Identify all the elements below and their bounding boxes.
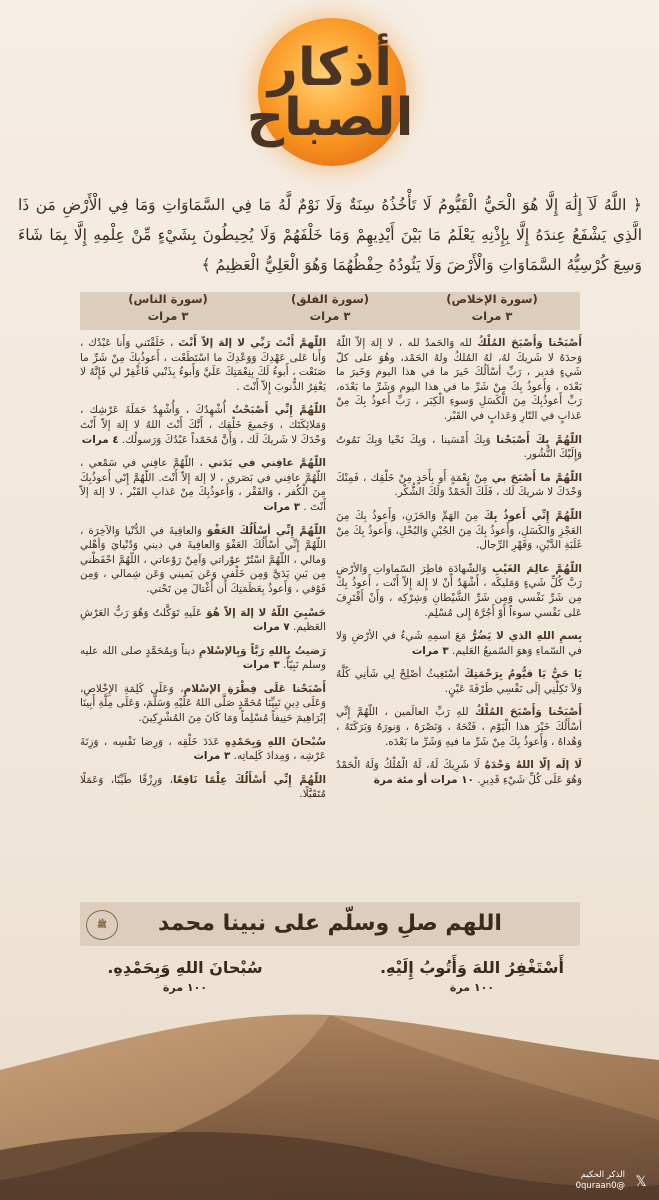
- dua-count: ٣ مرات: [263, 500, 301, 513]
- dua-item: [336, 629, 582, 658]
- dua-lead: اللّهُمَّ عالِمَ الغَيْبِ: [492, 562, 582, 575]
- dua-lead: اللّهُمَّ إِنِّي أَصْبَحْتُ: [231, 404, 326, 417]
- salawat-seal-icon: ﷺ: [86, 910, 118, 940]
- istighfar-zikr: [352, 958, 592, 994]
- dua-item: [336, 433, 582, 462]
- dua-lead: اللّهُمَّ عافِني في بَدَني: [208, 457, 326, 470]
- dua-count: ٤ مرات: [81, 433, 119, 446]
- dua-text: عَدَدَ خَلْقِه ، وَرِضا نَفْسِه ، وَزِنَةَ عَرْشِه ، وَمِدادَ كَلِماتِه.: [80, 735, 326, 763]
- tasbih-count: ١٠٠ مرة: [162, 981, 208, 994]
- dua-lead: أَصْبَحْنا وَأَصْبَحَ المُلْكُ: [474, 706, 582, 719]
- surah-falaq: [250, 292, 410, 323]
- dua-lead: اللّهُمَّ بِكَ أَصْبَحْنا: [496, 433, 582, 446]
- dua-lead: أَصْبَحْنا عَلَى فِطْرَةِ الإسْلامِ: [183, 682, 326, 695]
- dua-lead: سُبْحانَ اللهِ وَبِحَمْدِهِ: [224, 735, 326, 748]
- salat-text: اللهم صلِ وسلّم على نبينا محمد: [158, 911, 502, 936]
- dua-text: ، خَلَقْتَني وَأَنا عَبْدُك ، وَأَنا عَلى عَهْدِكَ وَوَعْدِكَ ما اسْتَطَعْت ، أَعوذُبِكَ مِنْ شَرِّ ما صَنَعْت ، أَبوءُ لَكَ بِنِعْمَتِكَ عَلَيَّ وَأَبوءُ بِذَنْبي فَاغْفِرْ لي فَإِنَّهُ لا يَغْفِرُ الذُّنوبَ إِلاّ أَنْتَ .: [80, 337, 326, 393]
- surah-falaq-name: (سورة الفلق): [290, 292, 370, 306]
- dua-lead: اللّهمَّ أَنْتَ رَبِّي لا إلهَ إلاّ أَنْتَ: [178, 337, 327, 349]
- ayat-al-kursi: ﴿ اللَّهُ لَآ إِلَٰهَ إِلَّا هُوَ الْحَيُّ الْقَيُّومُ لَا تَأْخُذُهُ سِنَةٌ وَلَا نَوْمٌ لَّهُ مَا فِي السَّمَاوَاتِ وَمَا فِي الْأَرْضِ مَن ذَا الَّذِي يَشْفَعُ عِندَهُ إِلَّا بِإِذْنِهِ يَعْلَمُ مَا بَيْنَ أَيْدِيهِمْ وَمَا خَلْفَهُمْ وَلَا يُحِيطُونَ بِشَيْءٍ مِّنْ عِلْمِهِ إِلَّا بِمَا شَاءَ وَسِعَ كُرْسِيُّهُ السَّمَاوَاتِ وَالْأَرْضَ وَلَا يَئُودُهُ حِفْظُهُمَا وَهُوَ الْعَلِيُّ الْعَظِيمُ ﴾: [18, 196, 642, 274]
- dua-text: مِنْ نِعْمَةٍ أَو بِأَحَدٍ مِنْ خَلْقِك ، فَمِنْكَ وَحْدَكَ لا شريكَ لَك ، فَلَكَ الْحَمْدُ وَلَكَ الشُّكْر.: [336, 471, 582, 499]
- surah-ikhlas-count: ٣ مرات: [471, 309, 513, 323]
- surah-nas: [88, 292, 248, 323]
- x-logo-icon: 𝕏: [635, 1174, 647, 1190]
- tasbih-text: سُبْحانَ اللهِ وَبِحَمْدِهِ.: [107, 958, 263, 977]
- left-column: [80, 336, 326, 811]
- dua-lead: اللّهُمَّ إِنِّي أَعوذُ بِكَ: [483, 509, 582, 522]
- dua-text: وَالعافِيةَ في الدُّنْيا وَالآخِرَة ، اللّهُمَّ إِنِّي أسْأَلُكَ العَفْوَ وَالعافِيةَ في ديني وَدُنْيايَ وَأهْلي وَمالي ، اللّهُمَّ اسْتُرْ عوْراتي وَآمِنْ رَوْعاتي ، اللّهُمَّ احْفَظْني مِن بَينِ يَدَيَّ وَمِن خَلْفي وَعَن يَميني وَعَن شِمالي ، وَمِن فَوْقي ، وَأَعوذُ بِعَظَمَتِكَ أَن أُغْتالَ مِن تَحْتي.: [80, 524, 326, 595]
- dua-item: [80, 773, 326, 802]
- dua-lead: رَضيتُ بِاللهِ رَبَّاً وَبِالإسْلامِ: [198, 644, 326, 657]
- dua-lead: اللّهُمَّ ما أَصْبَحَ بي: [491, 471, 582, 484]
- dua-text: لله وَالحَمدُ لله ، لا إلهَ إلاّ اللّهُ وَحدَهُ لا شَريكَ لهُ، لهُ المُلكُ ولهُ الحَمْد، وهُوَ على كلّ شَيءٍ قدير ، رَبِّ أسْألُكَ خَيرَ ما في هذا اليوم وَخَيرَ ما بَعْدَه ، وَأَعوذُ بِكَ مِنْ شَرِّ ما في هذا اليوم وَشَرِّ ما بَعْدَه، رَبِّ أَعوذُبِكَ مِنَ الْكَسَلِ وَسوءِ الْكِبَر ، رَبِّ أَعوذُ بِكَ مِنْ عَذابٍ في النّارِ وَعَذابٍ في القَبْر.: [336, 337, 582, 422]
- dua-text: عَلَيهِ تَوَكَّلتُ وَهُوَ رَبُّ العَرْشِ العَظيم.: [80, 606, 326, 634]
- credit-handle: @0quraan0: [575, 1181, 625, 1191]
- tasbih-zikr: [65, 958, 305, 994]
- dua-item: [80, 403, 326, 447]
- dua-item: [336, 509, 582, 553]
- dua-lead: يَا حَيُّ يَا قيُّومُ بِرَحْمَتِكَ: [464, 668, 582, 681]
- dua-lead: اللّهُمَّ إِنِّي أسْأَلُكَ العَفْوَ: [206, 524, 326, 537]
- dua-item: [336, 705, 582, 749]
- dua-count: ١٠ مرات أو مئة مرة: [373, 773, 474, 786]
- dua-text: أسْتَغِيثُ أصْلِحْ لِي شَأنِي كُلَّهُ وَلاَ تَكِلْنِي إلَى نَفْسِي طَرْفَةَ عَيْنٍ.: [336, 668, 582, 695]
- dua-item: [80, 524, 326, 597]
- salat-banner: [80, 902, 580, 946]
- surah-ikhlas-name: (سورة الإخلاص): [446, 292, 538, 306]
- dua-text: وَبِكَ أَمْسَينا ، وَبِكَ نَحْيا وَبِكَ نَمُوتُ وَإِلَيْكَ النُّشُور.: [336, 433, 582, 461]
- dua-item: [336, 336, 582, 424]
- dua-text: وَالشّهادَةِ فاطِرَ السّماواتِ وَالأرْضِ رَبَّ كُلِّ شَيءٍ وَمَليكَه ، أَشْهَدُ أَنْ لا إِلهَ إِلاّ أَنْت ، أَعوذُ بِكَ مِن شَرِّ نَفْسي وَمِن شَرِّ الشَّيْطانِ وَشِرْكِه ، وَأَنْ أَقْتَرِفَ عَلى نَفْسي سوءاً أَوْ أَجُرَّهُ إِلى مُسْلِم.: [336, 562, 582, 619]
- surah-nas-name: (سورة الناس): [128, 292, 208, 306]
- dua-item: [336, 758, 582, 787]
- dua-item: [336, 667, 582, 696]
- surahs-bar: [80, 292, 580, 330]
- dua-text: ديناً وَبِمُحَمَّدٍ صلى الله عليه وسلم نَبِيّاً.: [80, 644, 326, 672]
- dua-item: [336, 471, 582, 500]
- dua-lead: بِسمِ اللهِ الذي لا يَضُرُّ: [470, 630, 582, 643]
- dua-text: ، وَعَلَى كَلِمَةِ الإِخْلاصِ، وَعَلَى دِينِ نَبِيِّنَا مُحَمَّدٍ صَلَّى اللهُ عَلَيْهِ وَسَلَّمَ، وَعَلَى مِلَّةِ أَبِينَا إبْرَاهِيمَ حَنِيفاً مُسْلِماً وَمَا كَانَ مِنَ المُشْرِكِينَ.: [80, 682, 326, 725]
- dua-item: [80, 644, 326, 673]
- desert-dunes-image: [0, 1000, 659, 1200]
- surah-ikhlas: [412, 292, 572, 323]
- credit: [576, 1170, 625, 1192]
- dua-text: أُشْهِدُكَ ، وَأُشْهِدُ حَمَلَةَ عَرْشِك ، وَمَلائِكَتَك ، وَجَميعَ خَلْقِك ، أَنَّكَ أَنْتَ اللهُ لا إلهَ إلاّ أَنْتَ وَحْدَكَ لا شَريكَ لَك ، وَأَنَّ مُحَمّداً عَبْدُكَ وَرَسولُك.: [80, 404, 326, 446]
- dua-item: [80, 682, 326, 726]
- dua-text: للهِ رَبِّ العالَمين ، اللّهُمَّ إِنِّي أسْأَلُكَ خَيْرَ هذا الْيَوْم ، فَتْحَهُ ، وَنَصْرَهُ ، وَنورَهُ وَبَرَكَتَهُ ، وَهُداهُ ، وَأَعوذُ بِكَ مِنْ شَرِّ ما فيهِ وَشَرِّ ما بَعْدَه.: [336, 706, 582, 748]
- dua-text: لَا شَرِيكَ لَهُ، لَهُ الْمُلْكُ وَلَهُ الْحَمْدُ وَهُوَ عَلَى كُلِّ شَيْءِ قَدِيرِ.: [336, 759, 582, 786]
- dua-text: مَعَ اسمِهِ شَيءٌ في الأرْضِ وَلا في السّماءِ وَهوَ السّميعُ العَليم.: [336, 630, 582, 657]
- dua-lead: لَا إلَه إلّا اللهُ وَحْدَهُ: [484, 759, 582, 772]
- istighfar-count: ١٠٠ مرة: [449, 981, 495, 994]
- dua-lead: اللّهُمَّ إِنِّي أَسْأَلُكَ عِلْمًا نَافِعًا: [172, 773, 327, 786]
- dua-count: ٣ مرات: [193, 750, 231, 763]
- istighfar-text: أَسْتَغْفِرُ اللهَ وَأَتُوبُ إِلَيْهِ.: [379, 958, 565, 977]
- dua-count: ٣ مرات: [411, 644, 449, 657]
- surah-nas-count: ٣ مرات: [147, 309, 189, 323]
- poster-title-line2: الصباح: [246, 88, 414, 148]
- dua-count: ٧ مرات: [252, 621, 290, 634]
- right-column: [336, 336, 582, 796]
- dua-item: [80, 606, 326, 635]
- dua-lead: أَصْبَحْنا وَأَصْبَحَ المُلْكُ: [477, 337, 582, 349]
- dua-lead: حَسْبِيَ اللّهُ لا إلهَ إلاّ هُوَ: [206, 606, 326, 619]
- dua-item: [80, 735, 326, 764]
- dua-item: [336, 562, 582, 620]
- dua-item: [80, 456, 326, 514]
- surah-falaq-count: ٣ مرات: [309, 309, 351, 323]
- poster-title-line1: أذكار: [267, 38, 393, 98]
- dua-text: مِنَ الهَمِّ وَالحَزَنِ، وَأَعوذُ بِكَ مِنَ العَجْزِ وَالكَسَلِ، وَأَعوذُ بِكَ مِنَ الجُبْنِ وَالبُخْلِ، وَأَعوذُ بِكَ مِنْ غَلَبَةِ الدَّيْنِ، وَقَهْرِ الرِّجال.: [336, 509, 582, 552]
- dua-text: ، اللّهُمَّ عافِني في سَمْعي ، اللّهُمَّ عافِني في بَصَري ، لا إلهَ إلاّ أَنْتَ. اللّهُمَّ إِنّي أَعوذُبِكَ مِنَ الْكُفر ، وَالفَقْر ، وَأَعوذُبِكَ مِنْ عَذابِ القَبْر ، لا إلهَ إلاّ أَنْتَ .: [80, 457, 326, 513]
- dua-item: [80, 336, 326, 394]
- dua-text: ، وَرِزْقًا طَيِّبًا، وَعَمَلًا مُتَقَبَّلًا.: [80, 773, 326, 801]
- credit-name: الذكر الحكيم: [580, 1170, 625, 1180]
- dua-count: ٣ مرات: [242, 659, 280, 672]
